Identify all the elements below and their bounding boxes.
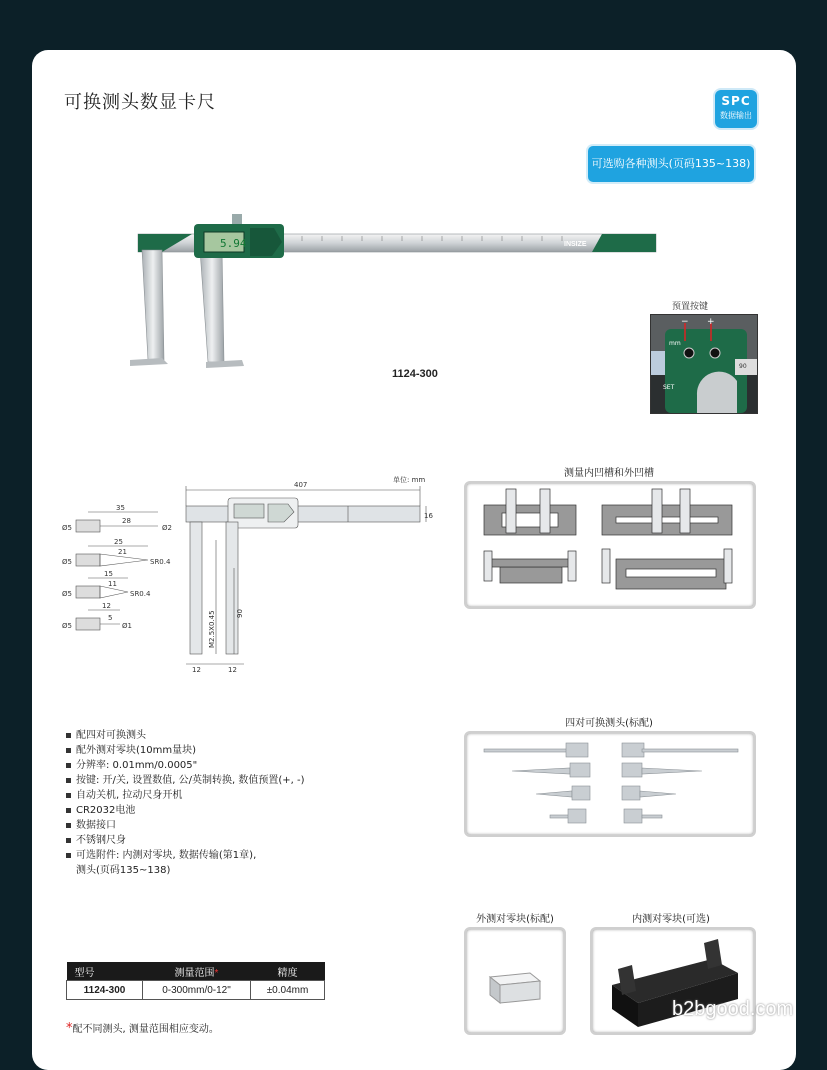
feature-item: 配外测对零块(10mm量块): [66, 743, 305, 758]
page-title: 可换测头数显卡尺: [64, 92, 216, 113]
probe3-dia: Ø5: [62, 590, 72, 598]
footnote-text: 配不同测头, 测量范围相应变动。: [72, 1024, 219, 1035]
spc-badge-label: SPC: [721, 94, 751, 108]
probe2-note: SR0.4: [150, 558, 171, 566]
spc-badge: [715, 90, 757, 128]
outer-block-title: 外测对零块(标配): [476, 914, 554, 925]
spec-header-star: *: [214, 967, 219, 979]
probes-title: 四对可换测头(标配): [565, 718, 653, 729]
spec-header-range: 测量范围*: [143, 962, 251, 981]
inset-caption: 预置按键: [672, 302, 709, 312]
footnote: [66, 1020, 219, 1036]
dim-total: 407: [294, 481, 308, 489]
dim-height: 16: [424, 512, 433, 520]
probe2-len: 25: [114, 538, 123, 546]
probe1-sub: 28: [122, 517, 131, 525]
probe4-dia: Ø5: [62, 622, 72, 630]
inset-mm-label: mm: [669, 340, 681, 347]
dim-thread: M2.5X0.45: [208, 610, 216, 648]
probes-frame: [464, 731, 756, 837]
brand-logo: INSIZE: [564, 241, 587, 248]
table-row: [67, 981, 325, 1000]
probe1-dia: Ø5: [62, 524, 72, 532]
inset-plus-label: +: [707, 317, 715, 327]
probe3-len: 15: [104, 570, 113, 578]
feature-item: 自动关机, 拉动尺身开机: [66, 788, 305, 803]
catalog-page: [32, 50, 796, 1070]
probe4-len: 12: [102, 602, 111, 610]
spec-cell-accuracy: ±0.04mm: [251, 981, 325, 1000]
dim-depth: 90: [236, 609, 244, 618]
probe3-sub: 11: [108, 580, 117, 588]
outer-block-frame: [464, 927, 566, 1035]
feature-item-continued: 测头(页码135~138): [76, 865, 171, 876]
inset-90-label: 90: [739, 363, 747, 370]
spc-badge-sub: 数据输出: [720, 111, 752, 120]
watermark: b2bgood.com: [672, 998, 794, 1020]
probe4-tip: Ø1: [122, 622, 132, 630]
feature-item: 配四对可换测头: [66, 728, 305, 743]
technical-drawing: [58, 468, 438, 674]
grooves-frame: [464, 481, 756, 609]
grooves-title: 测量内凹槽和外凹槽: [564, 468, 654, 479]
unit-label: 单位: mm: [393, 476, 426, 484]
probe1-tip: Ø2: [162, 524, 172, 532]
probe1-len: 35: [116, 504, 125, 512]
feature-item: 按键: 开/关, 设置数值, 公/英制转换, 数值预置(+, -): [66, 773, 305, 788]
preset-keys-inset: [650, 314, 758, 414]
lcd-reading: 5.94: [220, 237, 247, 250]
spec-cell-model: 1124-300: [67, 981, 143, 1000]
footnote-star: *: [66, 1021, 73, 1036]
spec-header-accuracy: 精度: [251, 962, 325, 981]
feature-list: [66, 728, 305, 878]
spec-table: [66, 962, 325, 1000]
caliper-illustration: [122, 210, 662, 380]
feature-item: 可选附件: 内测对零块, 数据传输(第1章),: [66, 848, 305, 863]
probe2-dia: Ø5: [62, 558, 72, 566]
dim-jaw-b: 12: [228, 666, 237, 674]
feature-item: 数据接口: [66, 818, 305, 833]
spec-table-wrap: [66, 962, 325, 1000]
probe4-sub: 5: [108, 614, 113, 622]
dim-jaw-a: 12: [192, 666, 201, 674]
inner-block-title: 内测对零块(可选): [632, 914, 710, 925]
probe3-note: SR0.4: [130, 590, 151, 598]
feature-item: 分辨率: 0.01mm/0.0005": [66, 758, 305, 773]
model-label: 1124-300: [392, 368, 438, 380]
inset-minus-label: −: [681, 317, 689, 327]
inset-set-label: SET: [663, 384, 675, 391]
feature-item: CR2032电池: [66, 803, 305, 818]
optional-probe-note[interactable]: 可选购各种测头(页码135~138): [588, 146, 754, 182]
probe2-sub: 21: [118, 548, 127, 556]
feature-item: 不锈钢尺身: [66, 833, 305, 848]
spec-cell-range: 0-300mm/0-12": [143, 981, 251, 1000]
spec-header-model: 型号: [67, 962, 143, 981]
